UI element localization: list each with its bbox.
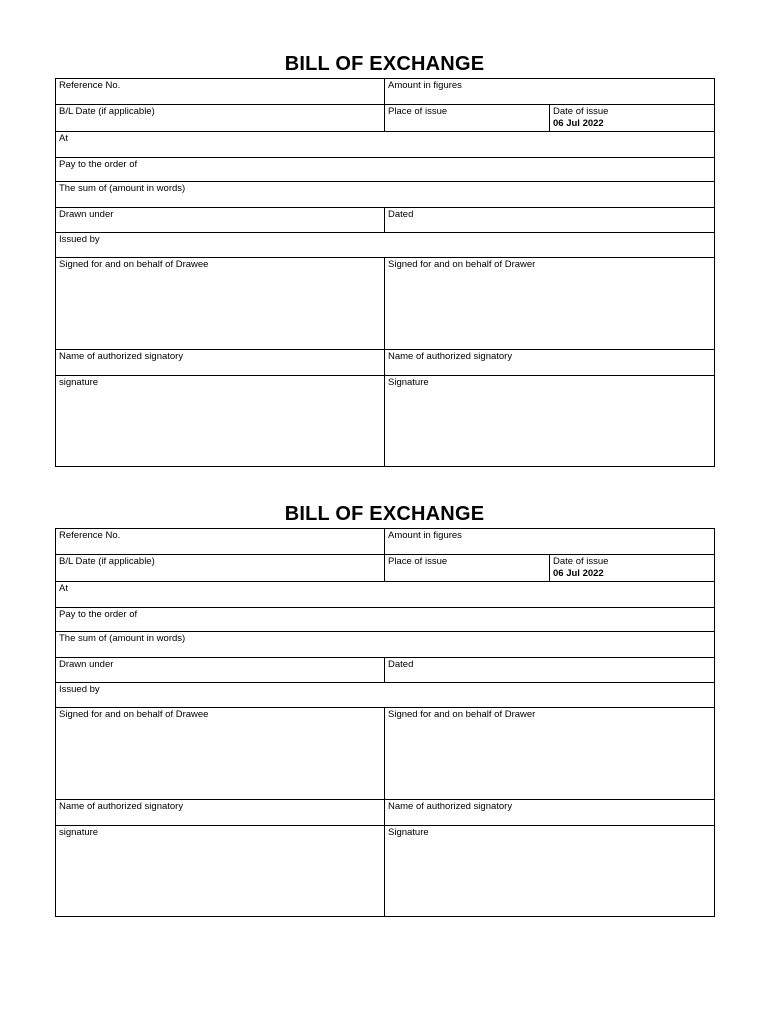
place-of-issue-field[interactable] xyxy=(385,555,550,582)
drawn-under-field[interactable] xyxy=(56,208,385,233)
signed-drawer-label: Signed for and on behalf of Drawer xyxy=(388,259,536,270)
sum-in-words-field[interactable] xyxy=(56,632,715,658)
signed-drawee-label: Signed for and on behalf of Drawee xyxy=(59,709,209,720)
place-of-issue-label: Place of issue xyxy=(388,106,448,117)
sum-in-words-field[interactable] xyxy=(56,182,715,208)
bl-date-field[interactable] xyxy=(56,105,385,132)
dated-field[interactable] xyxy=(385,208,715,233)
drawer-signatory-name-label: Name of authorized signatory xyxy=(388,351,513,362)
bill-of-exchange-form-2 xyxy=(55,500,714,917)
pay-to-order-field[interactable] xyxy=(56,158,715,182)
reference-no-label: Reference No. xyxy=(59,80,121,91)
at-label: At xyxy=(59,583,68,594)
drawer-signatory-name-field[interactable] xyxy=(385,350,715,376)
pay-to-order-label: Pay to the order of xyxy=(59,609,138,620)
issued-by-field[interactable] xyxy=(56,233,715,258)
date-of-issue-field[interactable] xyxy=(550,105,715,132)
date-of-issue-value: 06 Jul 2022 xyxy=(553,568,604,579)
place-of-issue-label: Place of issue xyxy=(388,556,448,567)
signed-drawer-field[interactable] xyxy=(385,708,715,800)
drawer-signatory-name-field[interactable] xyxy=(385,800,715,826)
issued-by-field[interactable] xyxy=(56,683,715,708)
pay-to-order-field[interactable] xyxy=(56,608,715,632)
drawee-signatory-name-field[interactable] xyxy=(56,800,385,826)
date-of-issue-field[interactable] xyxy=(550,555,715,582)
dated-label: Dated xyxy=(388,209,414,220)
amount-in-figures-field[interactable] xyxy=(385,529,715,555)
drawer-signature-label: Signature xyxy=(388,377,429,388)
drawer-signature-field[interactable] xyxy=(385,826,715,917)
drawee-signature-label: signature xyxy=(59,377,99,388)
drawee-signatory-name-label: Name of authorized signatory xyxy=(59,801,184,812)
dated-field[interactable] xyxy=(385,658,715,683)
pay-to-order-label: Pay to the order of xyxy=(59,159,138,170)
at-field[interactable] xyxy=(56,582,715,608)
reference-no-field[interactable] xyxy=(56,529,385,555)
date-of-issue-label: Date of issue xyxy=(553,556,609,567)
at-label: At xyxy=(59,133,68,144)
place-of-issue-field[interactable] xyxy=(385,105,550,132)
drawn-under-label: Drawn under xyxy=(59,209,114,220)
reference-no-label: Reference No. xyxy=(59,530,121,541)
dated-label: Dated xyxy=(388,659,414,670)
drawer-signature-label: Signature xyxy=(388,827,429,838)
date-of-issue-value: 06 Jul 2022 xyxy=(553,118,604,129)
signed-drawee-field[interactable] xyxy=(56,708,385,800)
bill-form-table xyxy=(55,528,715,917)
issued-by-label: Issued by xyxy=(59,684,100,695)
bill-form-table xyxy=(55,78,715,467)
signed-drawer-field[interactable] xyxy=(385,258,715,350)
reference-no-field[interactable] xyxy=(56,79,385,105)
bl-date-field[interactable] xyxy=(56,555,385,582)
drawn-under-label: Drawn under xyxy=(59,659,114,670)
bl-date-label: B/L Date (if applicable) xyxy=(59,556,155,567)
at-field[interactable] xyxy=(56,132,715,158)
drawer-signature-field[interactable] xyxy=(385,376,715,467)
sum-in-words-label: The sum of (amount in words) xyxy=(59,183,186,194)
amount-in-figures-field[interactable] xyxy=(385,79,715,105)
sum-in-words-label: The sum of (amount in words) xyxy=(59,633,186,644)
drawee-signatory-name-label: Name of authorized signatory xyxy=(59,351,184,362)
signed-drawee-label: Signed for and on behalf of Drawee xyxy=(59,259,209,270)
drawee-signature-field[interactable] xyxy=(56,376,385,467)
issued-by-label: Issued by xyxy=(59,234,100,245)
amount-in-figures-label: Amount in figures xyxy=(388,80,462,91)
amount-in-figures-label: Amount in figures xyxy=(388,530,462,541)
drawn-under-field[interactable] xyxy=(56,658,385,683)
bl-date-label: B/L Date (if applicable) xyxy=(59,106,155,117)
bill-of-exchange-form-1 xyxy=(55,50,714,467)
drawee-signatory-name-field[interactable] xyxy=(56,350,385,376)
date-of-issue-label: Date of issue xyxy=(553,106,609,117)
drawee-signature-label: signature xyxy=(59,827,99,838)
drawee-signature-field[interactable] xyxy=(56,826,385,917)
drawer-signatory-name-label: Name of authorized signatory xyxy=(388,801,513,812)
form-title: BILL OF EXCHANGE xyxy=(284,503,485,525)
signed-drawee-field[interactable] xyxy=(56,258,385,350)
form-title: BILL OF EXCHANGE xyxy=(284,53,485,75)
signed-drawer-label: Signed for and on behalf of Drawer xyxy=(388,709,536,720)
